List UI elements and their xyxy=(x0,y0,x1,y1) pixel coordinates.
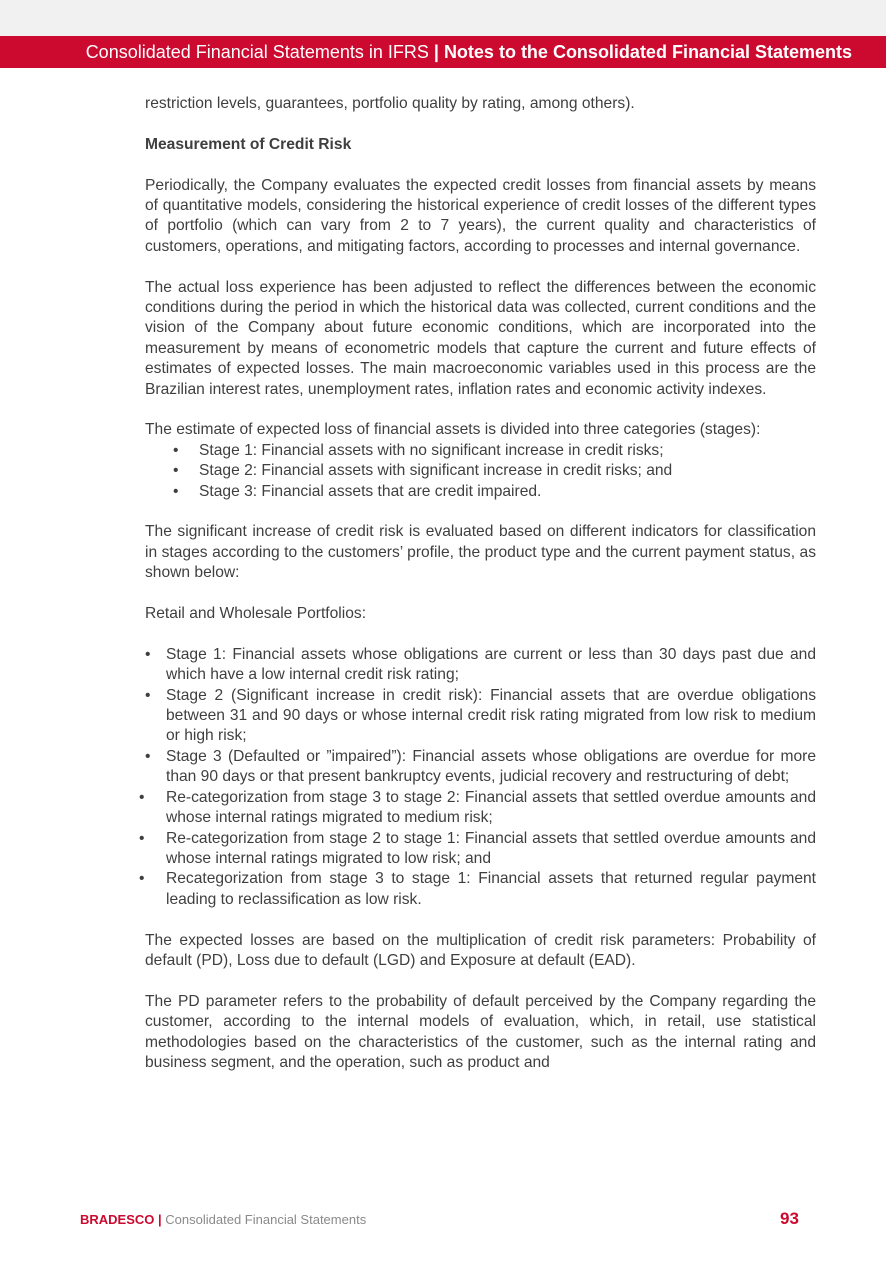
portfolio-item: • Recategorization from stage 3 to stage 1: Financial assets that returned regular payment leading to reclassification as low risk. xyxy=(166,869,816,910)
header-title-line xyxy=(86,36,852,68)
stages-list xyxy=(145,441,816,502)
header-section: Consolidated Financial Statements in IFRS xyxy=(85,42,429,62)
page-number: 93 xyxy=(780,1209,799,1228)
page-content xyxy=(145,94,816,1094)
portfolio-item: • Stage 3 (Defaulted or ”impaired”): Financial assets whose obligations are overdue for more than 90 days or that present bankruptcy events, judicial recovery and restructuring of debt; xyxy=(166,747,816,788)
intro-continuation: restriction levels, guarantees, portfolio quality by rating, among others). xyxy=(145,95,635,112)
portfolio-item: • Re-categorization from stage 3 to stage 2: Financial assets that settled overdue amounts and whose internal ratings migrated to medium risk; xyxy=(166,788,816,829)
paragraph-evaluation: Periodically, the Company evaluates the expected credit losses from financial assets by means of quantitative models, considering the historical experience of credit losses of the different types of portfolio (which can vary from 2 to 7 years), the current quality and characteristics of customers, operations, and mitigating factors, according to processes and internal governance. xyxy=(145,176,816,255)
header-title: Notes to the Consolidated Financial Statements xyxy=(443,42,852,62)
header-band xyxy=(0,36,886,68)
paragraph-loss-experience: The actual loss experience has been adjusted to reflect the differences between the economic conditions during the period in which the historical data was collected, current conditions and the vision of the Company about future economic conditions, which are incorporated into the measurement by means of econometric models that capture the current and future effects of estimates of expected losses. The main macroeconomic variables used in this process are the Brazilian interest rates, unemployment rates, inflation rates and economic activity indexes. xyxy=(145,278,816,398)
footer-left xyxy=(80,1212,366,1227)
stage-item: • Stage 1: Financial assets with no significant increase in credit risks; xyxy=(199,441,816,461)
paragraph-stages-intro: The estimate of expected loss of financial assets is divided into three categories (stages): xyxy=(145,421,761,439)
portfolio-title: Retail and Wholesale Portfolios: xyxy=(145,605,367,623)
portfolio-list xyxy=(145,645,816,910)
header-separator: | xyxy=(433,42,439,62)
section-heading: Measurement of Credit Risk xyxy=(145,135,352,153)
footer-title: Consolidated Financial Statements xyxy=(165,1212,367,1227)
top-margin xyxy=(0,0,886,36)
paragraph-expected-losses: The expected losses are based on the multiplication of credit risk parameters: Probability of default (PD), Loss due to default (LGD) and Exposure at default (EAD). xyxy=(145,931,816,969)
paragraph-pd-parameter: The PD parameter refers to the probability of default perceived by the Company regarding the customer, according to the internal models of evaluation, which, in retail, use statistical methodologies based on the characteristics of the customer, such as the internal rating and business segment, and the operation, such as product and xyxy=(145,992,816,1071)
portfolio-item: • Stage 1: Financial assets whose obligations are current or less than 30 days past due and which have a low internal credit risk rating; xyxy=(166,645,816,686)
portfolio-item: • Re-categorization from stage 2 to stage 1: Financial assets that settled overdue amounts and whose internal ratings migrated to low risk; and xyxy=(166,829,816,870)
brand-logo-text: BRADESCO xyxy=(80,1212,155,1227)
portfolio-item: • Stage 2 (Significant increase in credit risk): Financial assets that are overdue obligations between 31 and 90 days or whose internal credit risk rating migrated from low risk to medium or high risk; xyxy=(166,686,816,747)
footer-separator: | xyxy=(158,1212,162,1227)
paragraph-significant-increase: The significant increase of credit risk is evaluated based on different indicators for classification in stages according to the customers’ profile, the product type and the current payment status, as shown below: xyxy=(145,523,816,582)
stage-item: • Stage 3: Financial assets that are credit impaired. xyxy=(199,482,816,502)
stage-item: • Stage 2: Financial assets with significant increase in credit risks; and xyxy=(199,461,816,481)
